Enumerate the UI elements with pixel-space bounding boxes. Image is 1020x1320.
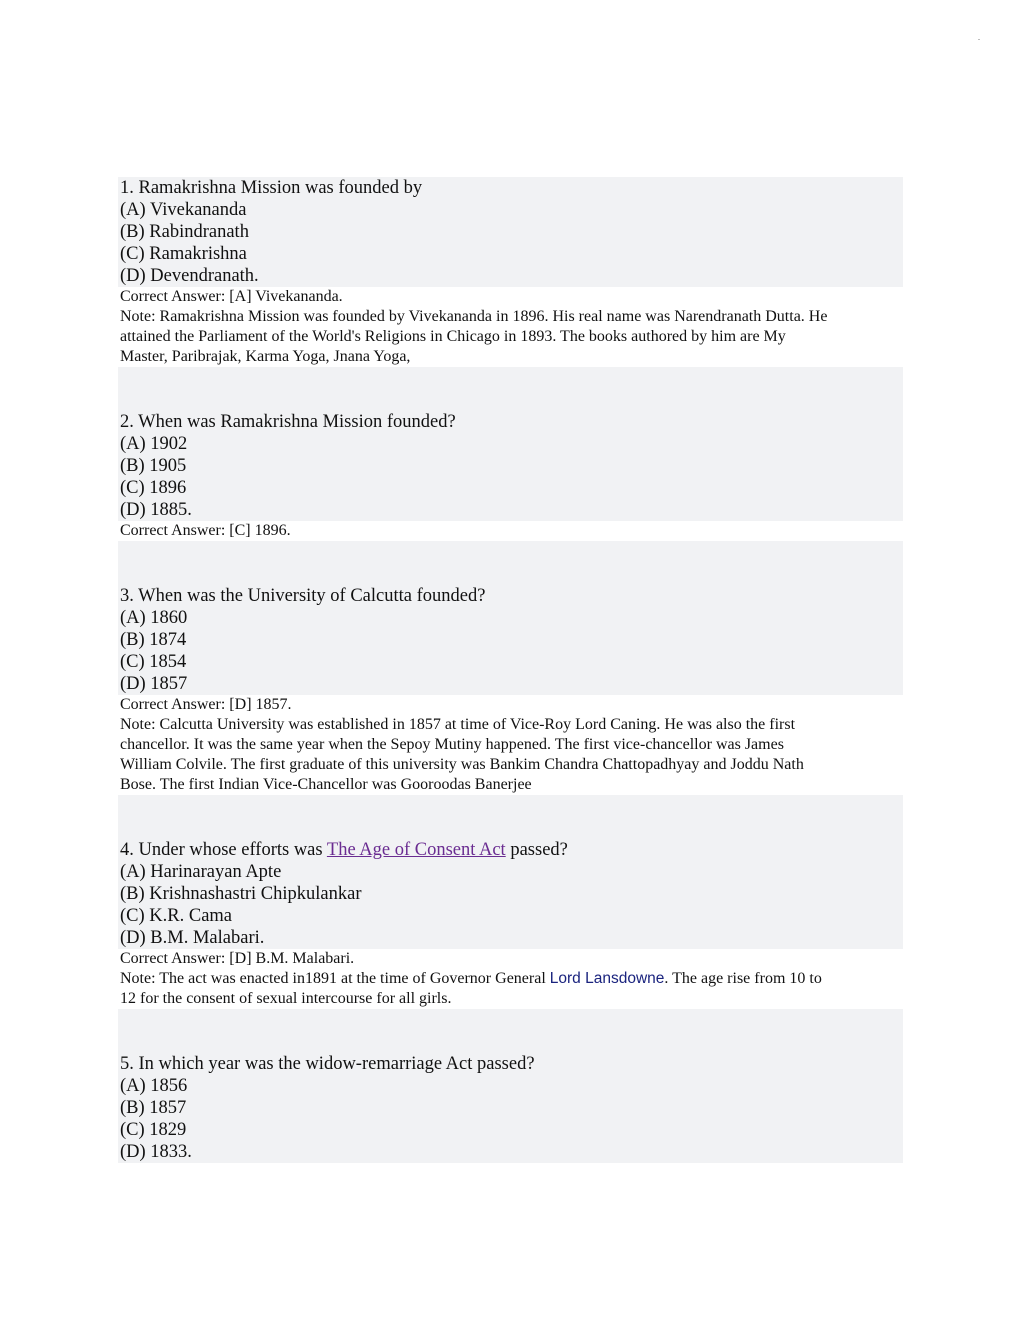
option-d: (D) 1833.: [120, 1142, 192, 1162]
note-line: William Colvile. The first graduate of this university was Bankim Chandra Chattopadhyay and Joddu Nath: [120, 756, 804, 773]
correct-answer: Correct Answer: [D] 1857.: [120, 696, 292, 713]
correct-answer: Correct Answer: [D] B.M. Malabari.: [120, 950, 355, 967]
option-b: (B) Krishnashastri Chipkulankar: [120, 884, 362, 904]
question-block-1: [118, 177, 903, 287]
note-suffix: . The age rise from 10 to: [664, 970, 822, 987]
age-of-consent-act-link[interactable]: The Age of Consent Act: [326, 840, 506, 860]
lord-lansdowne-link[interactable]: Lord Lansdowne: [549, 970, 665, 987]
block-gap: [118, 1009, 903, 1053]
option-a: (A) Harinarayan Apte: [120, 862, 282, 882]
question-block-4: [118, 839, 903, 949]
note-prefix: Note: The act was enacted in1891 at the time of Governor General: [120, 970, 550, 987]
note: [118, 969, 905, 1009]
note: [118, 307, 905, 367]
question-text: 5. In which year was the widow-remarriage Act passed?: [120, 1054, 535, 1074]
option-c: (C) K.R. Cama: [120, 906, 233, 926]
question-text: 2. When was Ramakrishna Mission founded?: [120, 412, 456, 432]
correct-answer: Correct Answer: [A] Vivekananda.: [120, 288, 343, 305]
option-a: (A) Vivekananda: [120, 200, 247, 220]
option-d: (D) Devendranath.: [120, 266, 259, 286]
quiz-content: [118, 177, 903, 1163]
question-suffix: passed?: [505, 840, 568, 860]
note-line: Note: Calcutta University was established in 1857 at time of Vice-Roy Lord Caning. He was also the first: [120, 716, 796, 733]
note: [118, 715, 905, 795]
option-b: (B) 1874: [120, 630, 187, 650]
note-line: chancellor. It was the same year when the Sepoy Mutiny happened. The first vice-chancellor was James: [120, 736, 784, 753]
correct-answer: Correct Answer: [C] 1896.: [120, 522, 291, 539]
note-line: Note: Ramakrishna Mission was founded by Vivekananda in 1896. His real name was Narendranath Dutta. He: [120, 308, 828, 325]
option-d: (D) 1857: [120, 674, 188, 694]
question-block-2: [118, 411, 903, 521]
option-c: (C) Ramakrishna: [120, 244, 247, 264]
corner-mark: .: [978, 33, 980, 42]
question-block-5: [118, 1053, 903, 1163]
note-line: Bose. The first Indian Vice-Chancellor was Gooroodas Banerjee: [120, 776, 532, 793]
option-d: (D) 1885.: [120, 500, 192, 520]
option-a: (A) 1860: [120, 608, 188, 628]
option-b: (B) Rabindranath: [120, 222, 249, 242]
question-prefix: 4. Under whose efforts was: [120, 840, 327, 860]
question-text: 3. When was the University of Calcutta founded?: [120, 586, 486, 606]
option-a: (A) 1856: [120, 1076, 188, 1096]
block-gap: [118, 541, 903, 585]
note-line: 12 for the consent of sexual intercourse for all girls.: [120, 990, 452, 1007]
question-text: 1. Ramakrishna Mission was founded by: [120, 178, 423, 198]
option-a: (A) 1902: [120, 434, 188, 454]
block-gap: [118, 367, 903, 411]
option-b: (B) 1857: [120, 1098, 187, 1118]
block-gap: [118, 795, 903, 839]
option-c: (C) 1829: [120, 1120, 187, 1140]
option-c: (C) 1896: [120, 478, 187, 498]
option-d: (D) B.M. Malabari.: [120, 928, 265, 948]
question-block-3: [118, 585, 903, 695]
note-line: Master, Paribrajak, Karma Yoga, Jnana Yoga,: [120, 348, 411, 365]
question-text: [120, 839, 903, 861]
option-b: (B) 1905: [120, 456, 187, 476]
note-line: attained the Parliament of the World's Religions in Chicago in 1893. The books authored by him are My: [120, 328, 786, 345]
option-c: (C) 1854: [120, 652, 187, 672]
note-line: [120, 969, 905, 989]
